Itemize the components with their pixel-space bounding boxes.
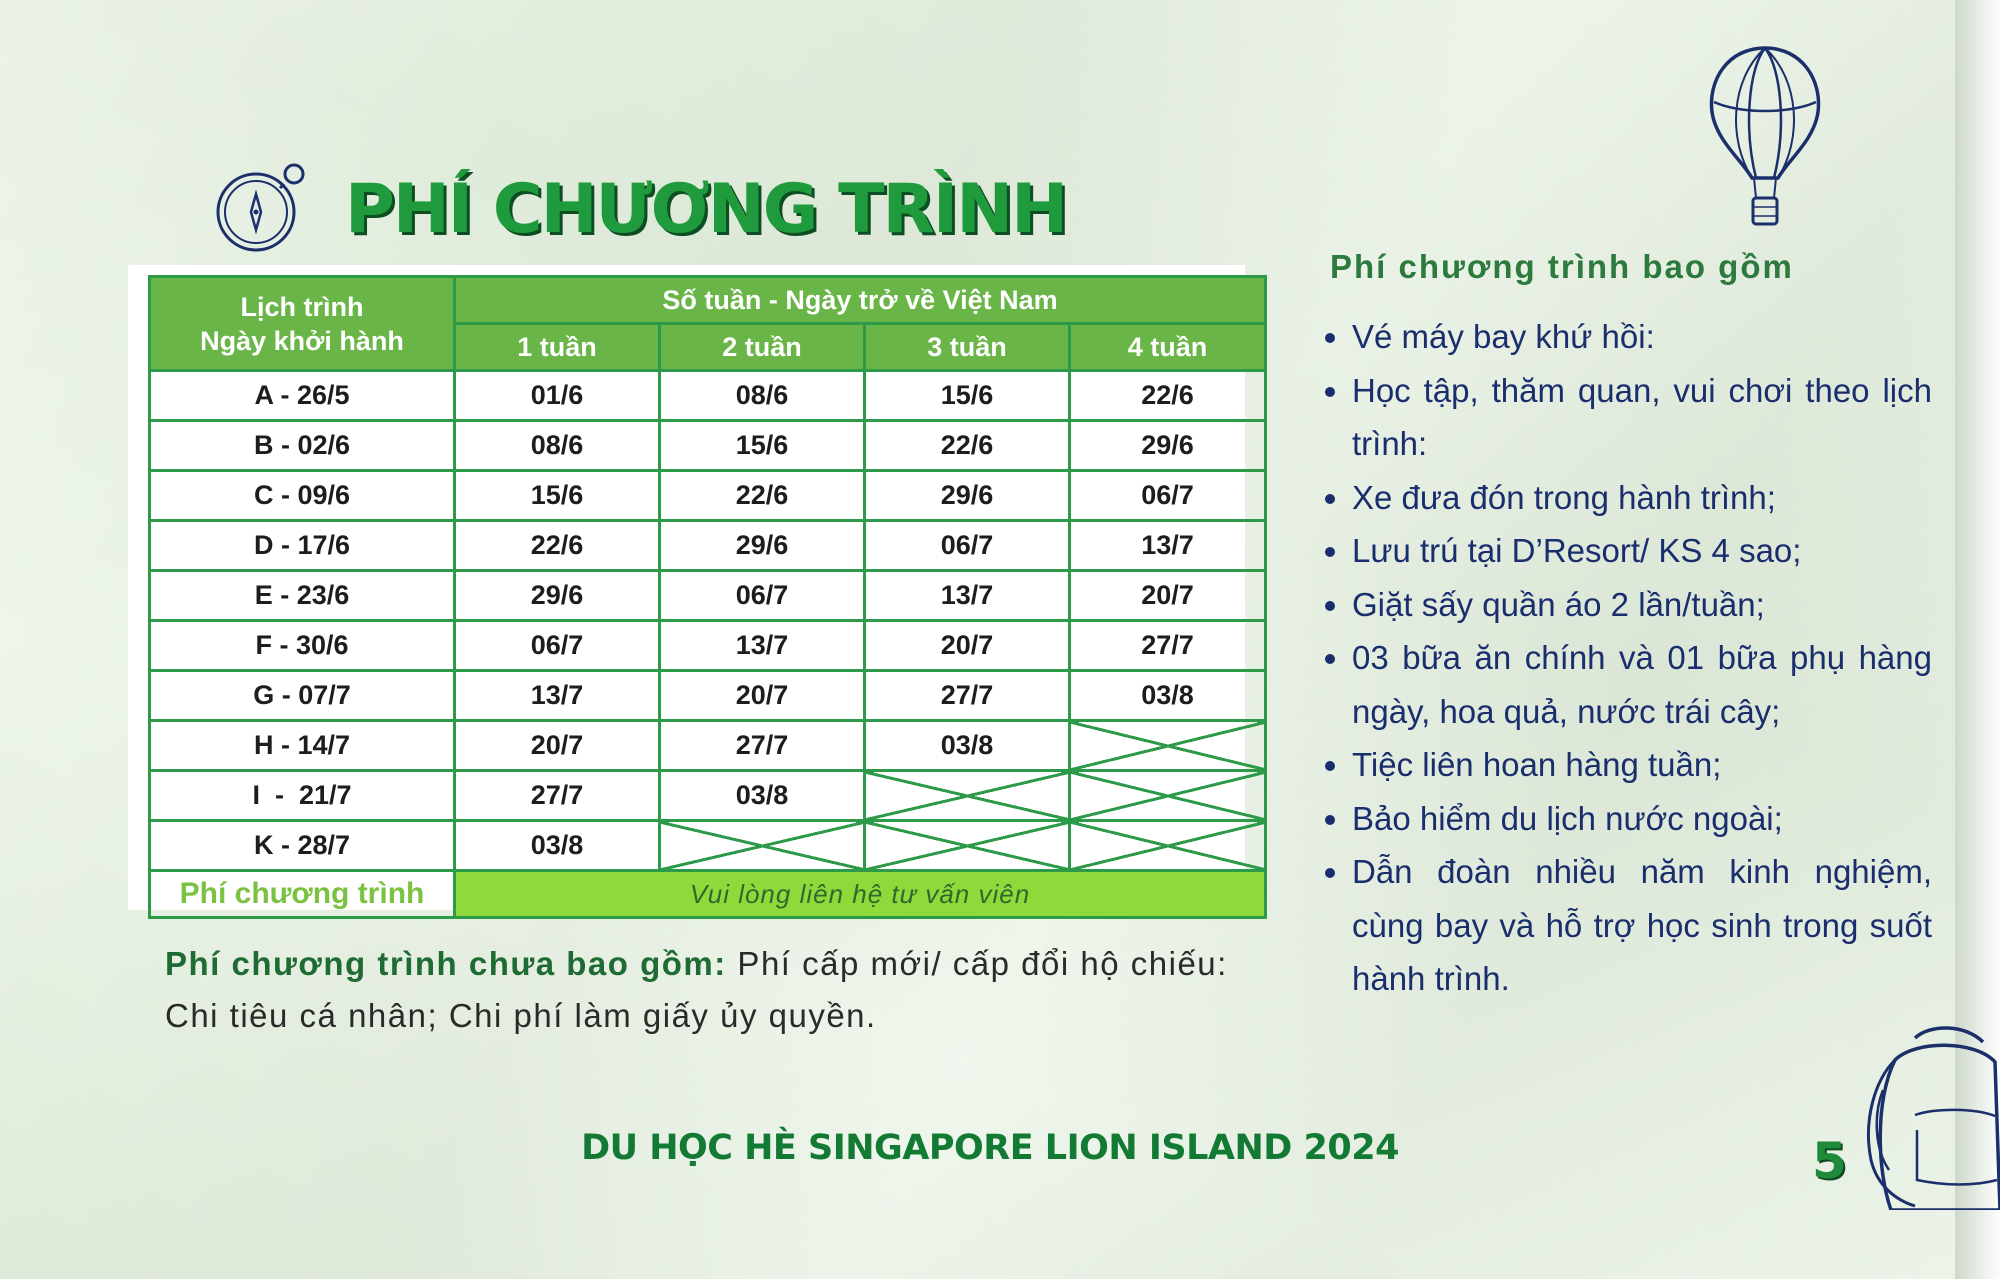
list-item: • Bảo hiểm du lịch nước ngoài;	[1352, 792, 1932, 846]
week-header-4: 4 tuần	[1070, 324, 1266, 371]
date-cell: 22/6	[865, 421, 1070, 471]
table-row	[150, 521, 1266, 571]
date-cell: 03/8	[660, 771, 865, 821]
table-row	[150, 371, 1266, 421]
table-row	[150, 471, 1266, 521]
table-row	[150, 771, 1266, 821]
included-costs-list	[1322, 310, 1932, 1006]
table-row	[150, 721, 1266, 771]
schedule-table-card	[128, 265, 1245, 910]
weeks-group-header: Số tuần - Ngày trở về Việt Nam	[455, 277, 1266, 324]
date-cell: 03/8	[865, 721, 1070, 771]
list-item: • Dẫn đoàn nhiều năm kinh nghiệm, cùng bay và hỗ trợ học sinh trong suốt hành trình.	[1352, 845, 1932, 1006]
schedule-header-line1: Lịch trình	[240, 291, 364, 322]
excluded-costs-heading: Phí chương trình chưa bao gồm:	[165, 945, 727, 982]
schedule-cell: D - 17/6	[150, 521, 455, 571]
date-cell: 20/7	[455, 721, 660, 771]
date-cell: 20/7	[1070, 571, 1266, 621]
date-cell: 27/7	[455, 771, 660, 821]
list-item: • Tiệc liên hoan hàng tuần;	[1352, 738, 1932, 792]
excluded-costs-text: Phí cấp mới/ cấp đổi hộ chiếu: Chi tiêu cá nhân; Chi phí làm giấy ủy quyền.	[165, 945, 1228, 1034]
date-cell: 29/6	[455, 571, 660, 621]
week-header-1: 1 tuần	[455, 324, 660, 371]
page-number: 5	[1812, 1132, 1847, 1190]
date-cell: 22/6	[455, 521, 660, 571]
list-item: • Lưu trú tại D’Resort/ KS 4 sao;	[1352, 524, 1932, 578]
table-row	[150, 421, 1266, 471]
date-cell: 08/6	[455, 421, 660, 471]
crossed-out-cell	[865, 821, 1070, 871]
date-cell: 06/7	[1070, 471, 1266, 521]
schedule-cell: F - 30/6	[150, 621, 455, 671]
crossed-out-cell	[865, 771, 1070, 821]
schedule-cell: A - 26/5	[150, 371, 455, 421]
schedule-cell: K - 28/7	[150, 821, 455, 871]
date-cell: 06/7	[660, 571, 865, 621]
date-cell: 03/8	[455, 821, 660, 871]
date-cell: 29/6	[660, 521, 865, 571]
fee-row	[150, 871, 1266, 918]
schedule-cell: H - 14/7	[150, 721, 455, 771]
included-costs-heading: Phí chương trình bao gồm	[1330, 248, 1794, 285]
list-item: • Giặt sấy quần áo 2 lần/tuần;	[1352, 578, 1932, 632]
list-item: • Vé máy bay khứ hồi:	[1352, 310, 1932, 364]
schedule-cell: G - 07/7	[150, 671, 455, 721]
crossed-out-cell	[1070, 821, 1266, 871]
schedule-cell: E - 23/6	[150, 571, 455, 621]
schedule-cell: C - 09/6	[150, 471, 455, 521]
page-title: PHÍ CHƯƠNG TRÌNH	[345, 170, 1067, 249]
footer-title: DU HỌC HÈ SINGAPORE LION ISLAND 2024	[581, 1128, 1399, 1168]
table-row	[150, 821, 1266, 871]
date-cell: 20/7	[660, 671, 865, 721]
date-cell: 15/6	[865, 371, 1070, 421]
schedule-cell: I - 21/7	[150, 771, 455, 821]
crossed-out-cell	[1070, 771, 1266, 821]
fee-contact-note: Vui lòng liên hệ tư vấn viên	[455, 871, 1266, 918]
schedule-cell: B - 02/6	[150, 421, 455, 471]
date-cell: 15/6	[660, 421, 865, 471]
crossed-out-cell	[660, 821, 865, 871]
fee-label: Phí chương trình	[150, 871, 455, 918]
schedule-header-line2: Ngày khởi hành	[200, 325, 404, 356]
date-cell: 29/6	[865, 471, 1070, 521]
date-cell: 13/7	[455, 671, 660, 721]
crossed-out-cell	[1070, 721, 1266, 771]
date-cell: 20/7	[865, 621, 1070, 671]
list-item: • 03 bữa ăn chính và 01 bữa phụ hàng ngày, hoa quả, nước trái cây;	[1352, 631, 1932, 738]
date-cell: 27/7	[865, 671, 1070, 721]
date-cell: 22/6	[660, 471, 865, 521]
schedule-table	[148, 275, 1267, 919]
date-cell: 06/7	[865, 521, 1070, 571]
excluded-costs-paragraph	[165, 938, 1255, 1042]
table-row	[150, 571, 1266, 621]
list-item: • Học tập, thăm quan, vui chơi theo lịch trình:	[1352, 364, 1932, 471]
stopwatch-icon	[214, 158, 314, 254]
date-cell: 08/6	[660, 371, 865, 421]
schedule-column-header	[150, 277, 455, 371]
date-cell: 22/6	[1070, 371, 1266, 421]
hot-air-balloon-icon	[1700, 40, 1830, 235]
week-header-3: 3 tuần	[865, 324, 1070, 371]
date-cell: 13/7	[660, 621, 865, 671]
date-cell: 27/7	[660, 721, 865, 771]
date-cell: 13/7	[1070, 521, 1266, 571]
backpack-icon	[1855, 1020, 2000, 1210]
date-cell: 13/7	[865, 571, 1070, 621]
date-cell: 27/7	[1070, 621, 1266, 671]
date-cell: 15/6	[455, 471, 660, 521]
date-cell: 29/6	[1070, 421, 1266, 471]
date-cell: 06/7	[455, 621, 660, 671]
date-cell: 03/8	[1070, 671, 1266, 721]
date-cell: 01/6	[455, 371, 660, 421]
table-row	[150, 621, 1266, 671]
week-header-2: 2 tuần	[660, 324, 865, 371]
list-item: • Xe đưa đón trong hành trình;	[1352, 471, 1932, 525]
table-row	[150, 671, 1266, 721]
